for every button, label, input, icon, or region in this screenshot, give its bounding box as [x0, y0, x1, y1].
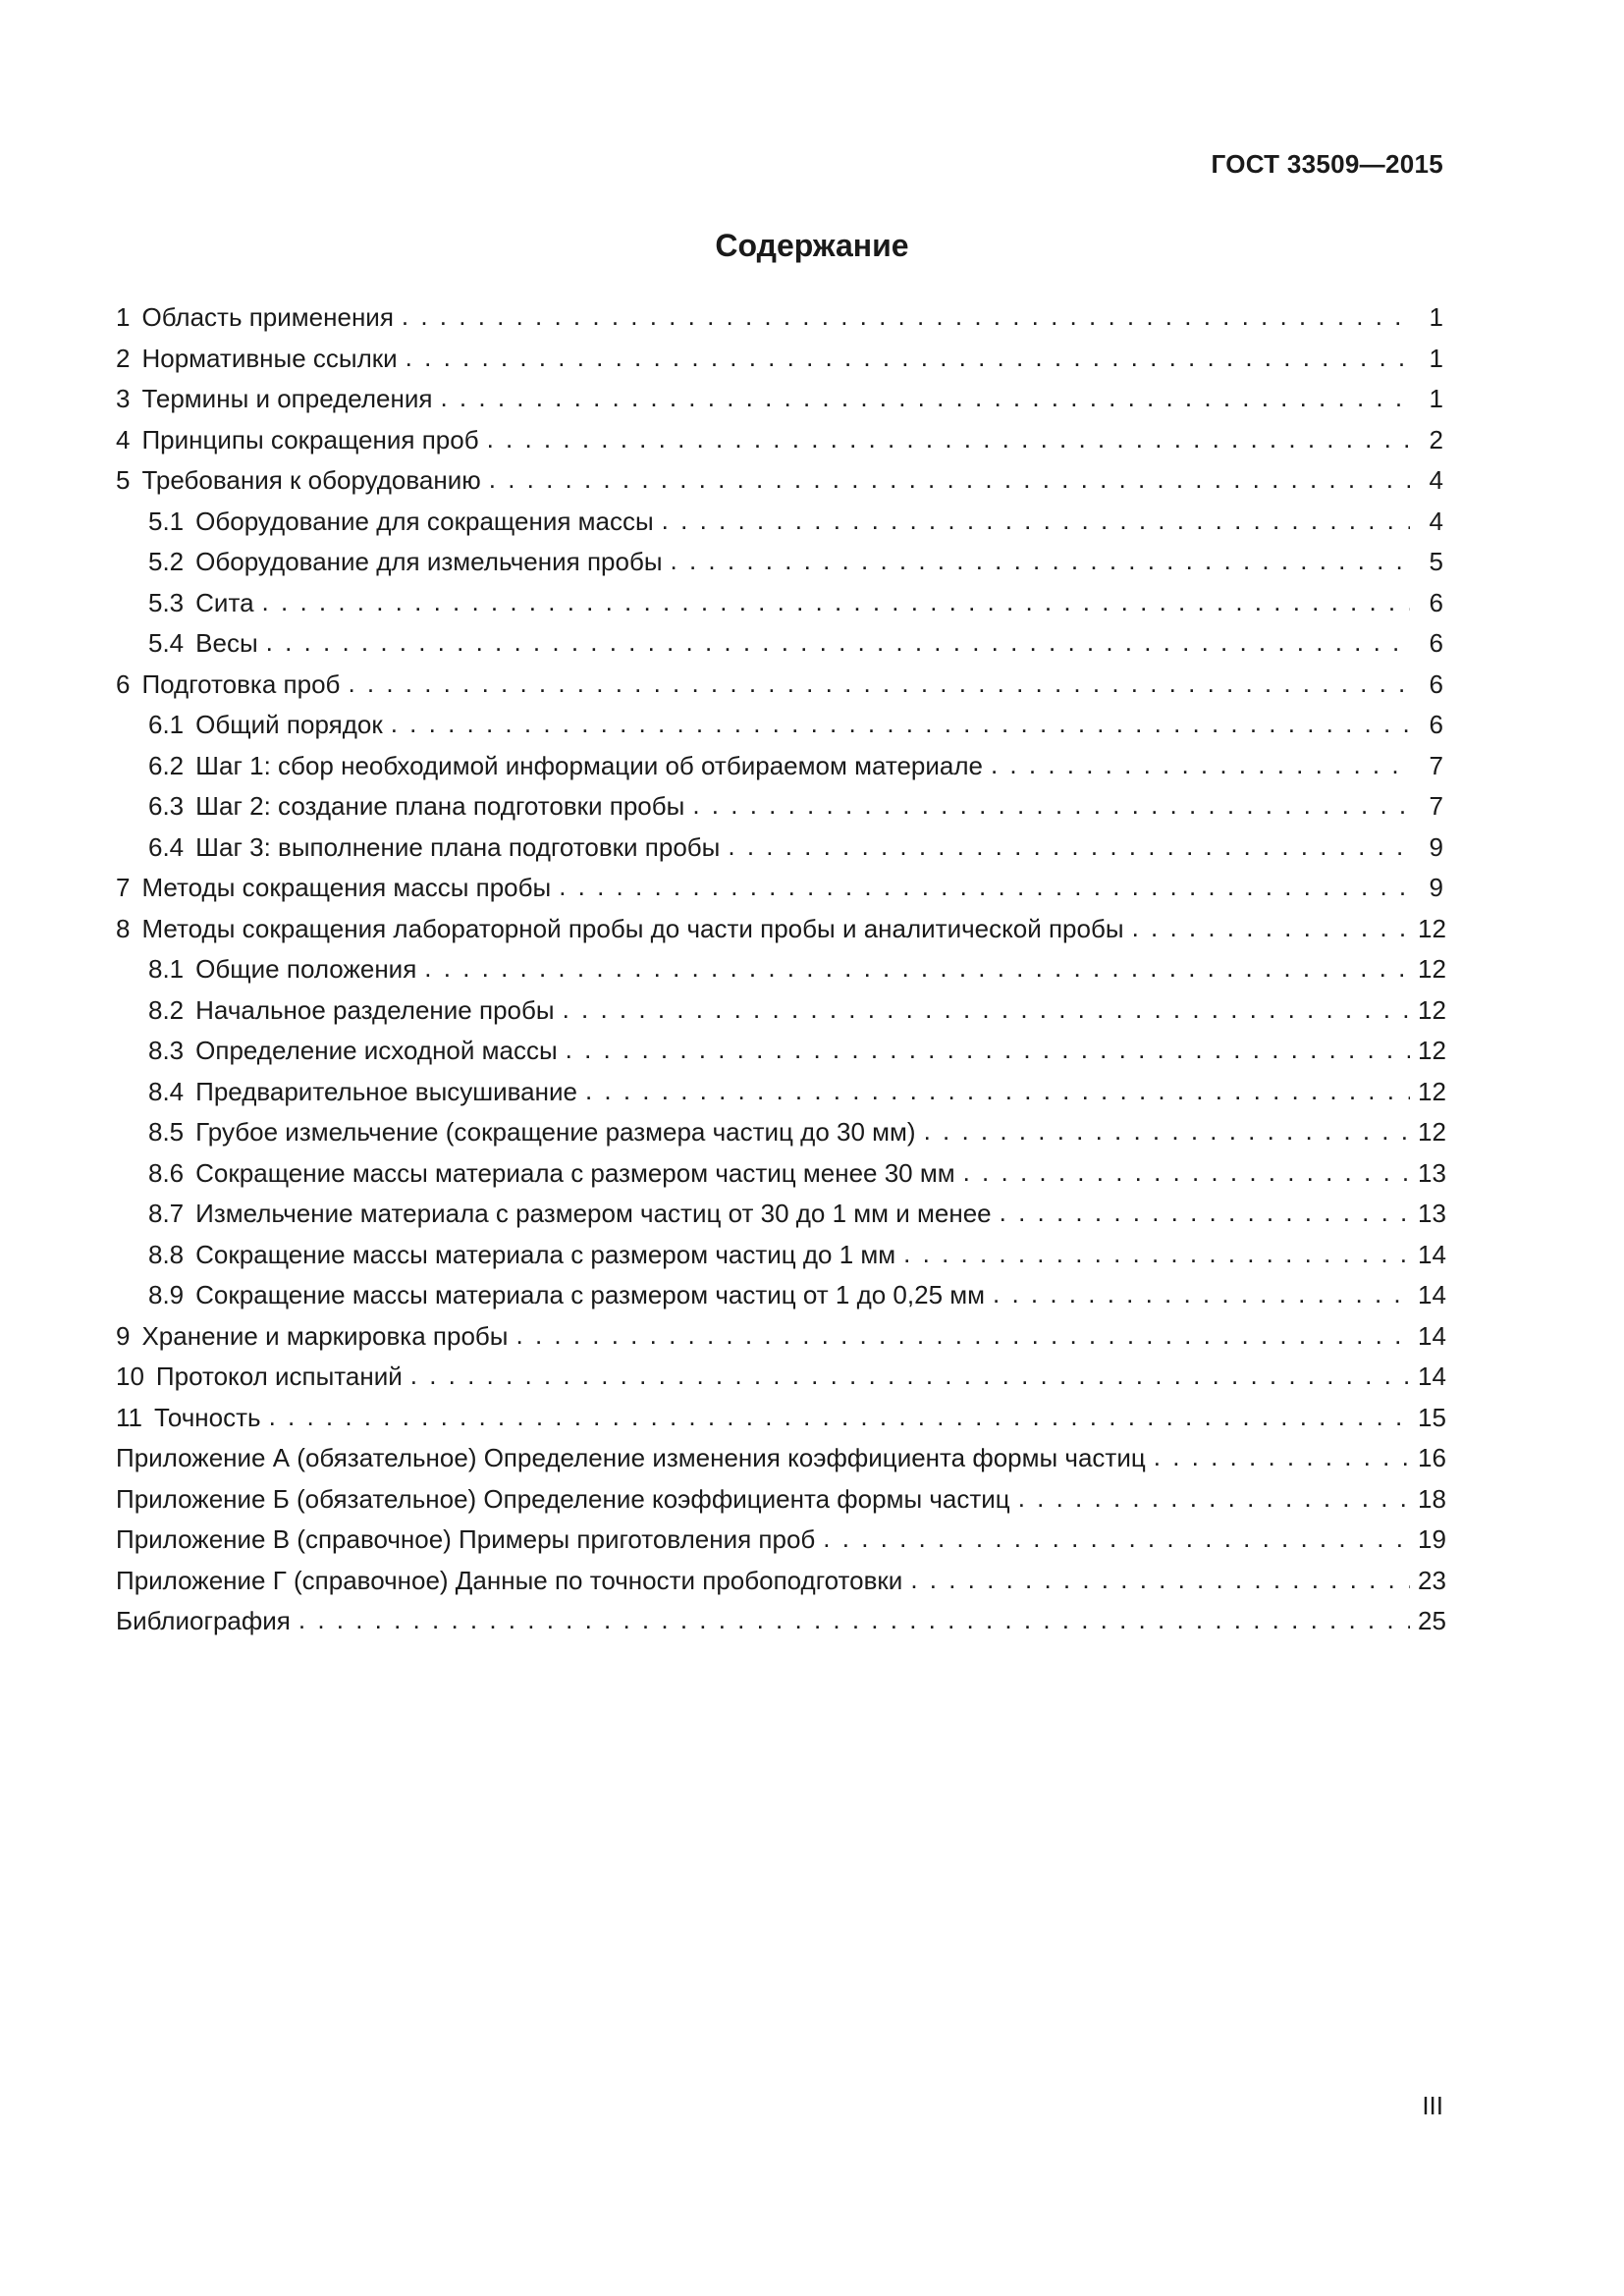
toc-entry[interactable] [116, 746, 1443, 787]
toc-entry-number: 8.4 [148, 1076, 185, 1106]
dot-leader [516, 1315, 1411, 1357]
table-of-contents [116, 297, 1446, 1642]
toc-entry[interactable] [116, 502, 1443, 543]
toc-entry-title: Методы сокращения массы пробы [141, 873, 552, 902]
toc-entry-title: Область применения [141, 302, 394, 332]
toc-entry-page: 12 [1418, 954, 1446, 984]
toc-entry-number: 6.4 [148, 831, 185, 862]
toc-entry[interactable] [116, 339, 1443, 380]
toc-entry-page: 25 [1418, 1606, 1446, 1635]
toc-entry-number: 5.4 [148, 628, 185, 658]
toc-entry-page: 16 [1418, 1443, 1446, 1472]
toc-entry-page: 14 [1418, 1320, 1446, 1351]
toc-entry-number: 5.1 [148, 506, 185, 536]
document-code: ГОСТ 33509—2015 [1211, 149, 1443, 179]
toc-entry[interactable] [116, 379, 1443, 420]
toc-entry-page: 6 [1429, 587, 1443, 617]
dot-leader [440, 378, 1410, 419]
dot-leader [924, 1111, 1410, 1152]
toc-entry-page: 14 [1418, 1280, 1446, 1309]
toc-entry-number: 6 [116, 668, 131, 699]
dot-leader [903, 1234, 1410, 1275]
dot-leader [993, 1274, 1410, 1315]
toc-entry-title: Принципы сокращения проб [141, 424, 479, 454]
dot-leader [424, 948, 1410, 989]
toc-entry-title: Грубое измельчение (сокращение размера частиц до 30 мм) [195, 1117, 916, 1147]
toc-entry[interactable] [116, 909, 1446, 950]
toc-entry-page: 6 [1429, 628, 1443, 658]
toc-entry-page: 13 [1418, 1157, 1446, 1188]
toc-entry-page: 4 [1429, 506, 1443, 536]
toc-entry-number: 11 [116, 1402, 142, 1432]
dot-leader [823, 1519, 1410, 1560]
toc-entry-number: 5 [116, 465, 131, 495]
dot-leader [662, 501, 1410, 542]
toc-entry[interactable] [116, 1479, 1446, 1521]
toc-entry[interactable] [116, 1194, 1446, 1235]
toc-entry[interactable] [116, 1561, 1446, 1602]
dot-leader [910, 1560, 1410, 1601]
toc-entry-page: 12 [1418, 994, 1446, 1025]
toc-entry-page: 7 [1429, 791, 1443, 821]
dot-leader [1000, 1193, 1410, 1234]
toc-entry-title: Определение исходной массы [195, 1036, 558, 1065]
toc-entry-title: Хранение и маркировка пробы [141, 1320, 509, 1351]
dot-leader [728, 827, 1410, 868]
toc-entry-number: 10 [116, 1362, 144, 1391]
toc-entry-title: Методы сокращения лабораторной пробы до части пробы и аналитической пробы [141, 913, 1124, 943]
toc-entry-number: 9 [116, 1320, 131, 1351]
toc-entry-title: Оборудование для измельчения пробы [195, 547, 663, 576]
toc-entry[interactable] [116, 990, 1446, 1032]
page-number: III [1422, 2091, 1443, 2120]
toc-entry-number: 8.7 [148, 1199, 185, 1228]
toc-entry[interactable] [116, 1601, 1446, 1642]
dot-leader [269, 1397, 1410, 1438]
toc-entry-number: 8.6 [148, 1157, 185, 1188]
toc-entry-page: 18 [1418, 1483, 1446, 1514]
toc-entry-page: 5 [1429, 547, 1443, 576]
toc-entry-page: 19 [1418, 1524, 1446, 1554]
dot-leader [348, 664, 1410, 705]
toc-entry-number: 3 [116, 384, 131, 413]
toc-entry[interactable] [116, 828, 1443, 869]
toc-entry-number: 5.3 [148, 587, 185, 617]
toc-entry-number: 8.9 [148, 1280, 185, 1309]
toc-entry-page: 1 [1429, 384, 1443, 413]
toc-entry[interactable] [116, 1520, 1446, 1561]
toc-entry[interactable] [116, 705, 1443, 746]
toc-entry-title: Точность [154, 1402, 261, 1432]
dot-leader [566, 1030, 1410, 1071]
dot-leader [298, 1600, 1410, 1641]
dot-leader [963, 1152, 1410, 1194]
dot-leader [585, 1071, 1410, 1112]
toc-entry-title: Приложение А (обязательное) Определение изменения коэффициента формы частиц [116, 1443, 1146, 1472]
dot-leader [391, 704, 1410, 745]
toc-entry-title: Шаг 1: сбор необходимой информации об отбираемом материале [195, 750, 983, 780]
dot-leader [1154, 1437, 1410, 1478]
toc-entry-title: Предварительное высушивание [195, 1076, 577, 1106]
toc-entry-page: 12 [1418, 1036, 1446, 1065]
dot-leader [563, 989, 1410, 1031]
toc-entry-page: 12 [1418, 1076, 1446, 1106]
toc-entry-number: 1 [116, 302, 131, 332]
toc-entry-number: 8.8 [148, 1239, 185, 1269]
toc-entry[interactable] [116, 1316, 1446, 1358]
toc-entry[interactable] [116, 1357, 1446, 1398]
toc-entry-number: 6.1 [148, 710, 185, 739]
toc-entry-title: Нормативные ссылки [141, 343, 398, 373]
toc-entry-number: 8.1 [148, 954, 185, 984]
toc-entry[interactable] [116, 1398, 1446, 1439]
dot-leader [266, 622, 1410, 664]
toc-entry[interactable] [116, 1072, 1446, 1113]
toc-entry-page: 14 [1418, 1239, 1446, 1269]
toc-entry-title: Подготовка проб [141, 668, 341, 699]
toc-entry-title: Общий порядок [195, 710, 383, 739]
toc-entry[interactable] [116, 542, 1443, 583]
toc-entry-title: Оборудование для сокращения массы [195, 506, 654, 536]
toc-entry-number: 8 [116, 913, 131, 943]
toc-entry-number: 6.2 [148, 750, 185, 780]
toc-entry[interactable] [116, 1235, 1446, 1276]
toc-entry[interactable] [116, 583, 1443, 624]
dot-leader [402, 296, 1410, 338]
toc-entry-page: 1 [1429, 343, 1443, 373]
dot-leader [487, 419, 1410, 460]
toc-entry-number: 5.2 [148, 547, 185, 576]
toc-entry-page: 6 [1429, 668, 1443, 699]
toc-entry[interactable] [116, 1031, 1446, 1072]
toc-entry-page: 7 [1429, 750, 1443, 780]
toc-entry-title: Шаг 2: создание плана подготовки пробы [195, 791, 685, 821]
toc-entry-title: Сокращение массы материала с размером частиц от 1 до 0,25 мм [195, 1280, 986, 1309]
toc-entry-title: Библиография [116, 1606, 291, 1635]
toc-entry-page: 23 [1418, 1565, 1446, 1595]
toc-entry-page: 14 [1418, 1362, 1446, 1391]
toc-title: Содержание [715, 228, 909, 263]
toc-entry-title: Приложение Г (справочное) Данные по точности пробоподготовки [116, 1565, 903, 1595]
toc-entry-title: Сокращение массы материала с размером частиц до 1 мм [195, 1239, 896, 1269]
dot-leader [1132, 908, 1410, 949]
toc-entry-title: Приложение В (справочное) Примеры приготовления проб [116, 1524, 816, 1554]
toc-entry-page: 12 [1418, 1117, 1446, 1147]
dot-leader [671, 541, 1410, 582]
toc-entry-title: Протокол испытаний [155, 1362, 403, 1391]
dot-leader [1018, 1478, 1410, 1520]
toc-entry-title: Требования к оборудованию [141, 465, 481, 495]
toc-entry[interactable] [116, 1438, 1446, 1479]
toc-entry-page: 2 [1429, 424, 1443, 454]
toc-entry-title: Весы [195, 628, 258, 658]
dot-leader [406, 338, 1410, 379]
toc-entry[interactable] [116, 623, 1443, 665]
dot-leader [262, 582, 1410, 623]
toc-entry-number: 8.3 [148, 1036, 185, 1065]
toc-entry-title: Шаг 3: выполнение плана подготовки пробы [195, 831, 721, 862]
toc-entry-number: 4 [116, 424, 131, 454]
toc-entry-page: 12 [1418, 913, 1446, 943]
toc-entry-title: Измельчение материала с размером частиц от 30 до 1 мм и менее [195, 1199, 992, 1228]
toc-entry-title: Сита [195, 587, 254, 617]
dot-leader [410, 1356, 1410, 1397]
toc-entry-title: Приложение Б (обязательное) Определение коэффициента формы частиц [116, 1483, 1010, 1514]
dot-leader [692, 785, 1410, 827]
dot-leader [489, 459, 1410, 501]
toc-entry[interactable] [116, 1275, 1446, 1316]
toc-entry-page: 13 [1418, 1199, 1446, 1228]
toc-entry-title: Общие положения [195, 954, 417, 984]
toc-entry-title: Начальное разделение пробы [195, 994, 555, 1025]
toc-entry[interactable] [116, 868, 1443, 909]
toc-entry-number: 7 [116, 873, 131, 902]
toc-entry[interactable] [116, 460, 1443, 502]
toc-entry-page: 9 [1429, 831, 1443, 862]
toc-entry[interactable] [116, 297, 1443, 339]
toc-entry[interactable] [116, 420, 1443, 461]
toc-entry[interactable] [116, 1153, 1446, 1195]
toc-entry-number: 2 [116, 343, 131, 373]
toc-entry-page: 4 [1429, 465, 1443, 495]
toc-entry-number: 8.2 [148, 994, 185, 1025]
toc-entry-page: 15 [1418, 1402, 1446, 1432]
toc-entry[interactable] [116, 665, 1443, 706]
toc-entry-title: Термины и определения [141, 384, 433, 413]
dot-leader [559, 867, 1410, 908]
toc-entry-number: 6.3 [148, 791, 185, 821]
dot-leader [991, 745, 1410, 786]
toc-entry[interactable] [116, 786, 1443, 828]
toc-entry[interactable] [116, 949, 1446, 990]
toc-entry[interactable] [116, 1112, 1446, 1153]
toc-entry-page: 9 [1429, 873, 1443, 902]
toc-entry-page: 6 [1429, 710, 1443, 739]
toc-entry-page: 1 [1429, 302, 1443, 332]
toc-entry-number: 8.5 [148, 1117, 185, 1147]
toc-entry-title: Сокращение массы материала с размером частиц менее 30 мм [195, 1157, 955, 1188]
